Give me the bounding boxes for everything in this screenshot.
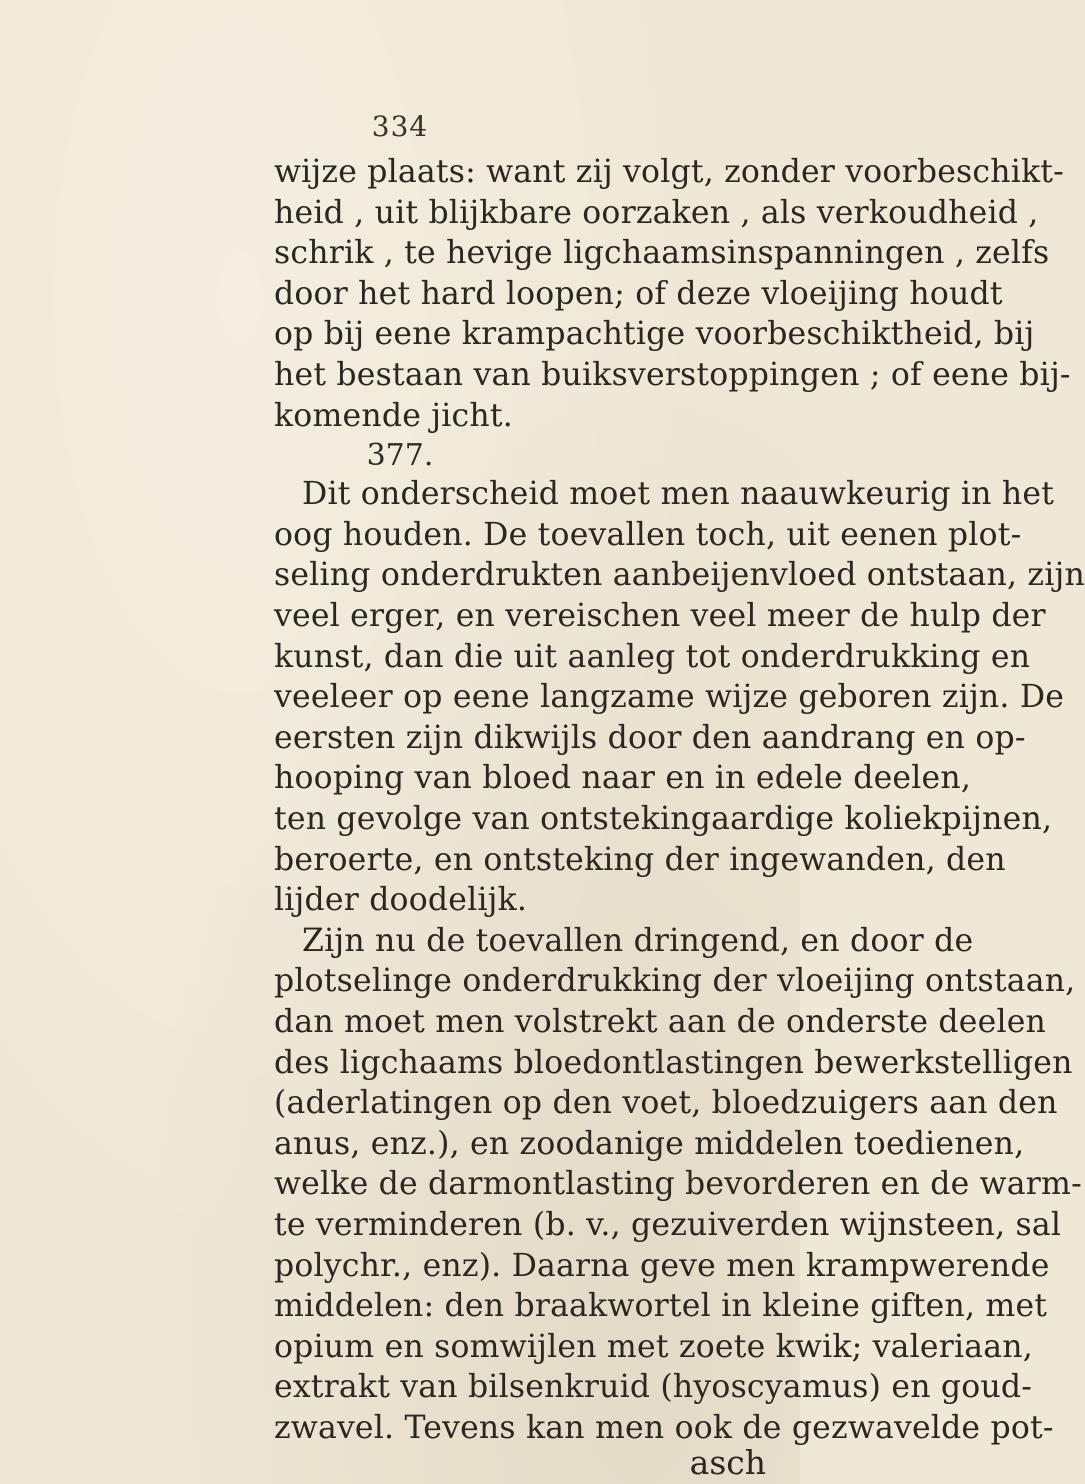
text-line: welke de darmontlasting bevorderen en de warm- <box>274 1166 1082 1203</box>
text-line: veeleer op eene langzame wijze geboren zijn. De <box>274 679 1065 716</box>
text-line: middelen: den braakwortel in kleine giften, met <box>274 1288 1048 1325</box>
text-line: lijder doodelijk. <box>274 882 528 919</box>
text-line: het bestaan van buiksverstoppingen ; of eene bij- <box>274 357 1071 393</box>
text-line: des ligchaams bloedontlastingen bewerkstelligen <box>274 1044 1073 1081</box>
text-line: plotselinge onderdrukking der vloeijing ontstaan, <box>274 963 1076 1000</box>
text-line: beroerte, en ontsteking der ingewanden, den <box>274 841 1006 878</box>
text-line: ten gevolge van ontstekingaardige koliekpijnen, <box>274 801 1053 837</box>
catchword: asch <box>689 1442 766 1482</box>
text-line: veel erger, en vereischen veel meer de hulp der <box>274 598 1046 634</box>
text-line: door het hard loopen; of deze vloeijing houdt <box>274 275 1003 312</box>
text-line: opium en somwijlen met zoete kwik; valeriaan, <box>274 1328 1033 1365</box>
text-line: seling onderdrukten aanbeijenvloed ontstaan, zijn <box>274 557 1085 594</box>
text-line: polychr., enz). Daarna geve men krampwerende <box>274 1247 1050 1284</box>
text-line: hooping van bloed naar en in edele deelen, <box>274 760 972 797</box>
text-line: komende jicht. <box>274 397 513 434</box>
page-number: 334 <box>371 110 429 143</box>
text-line: schrik , te hevige ligchaamsinspanningen , zelfs <box>274 235 1050 272</box>
text-line: extrakt van bilsenkruid (hyoscyamus) en goud- <box>274 1369 1033 1406</box>
text-line: op bij eene krampachtige voorbeschiktheid, bij <box>274 316 1035 353</box>
text-line: te verminderen (b. v., gezuiverden wijnsteen, sal <box>274 1207 1062 1243</box>
text-line: kunst, dan die uit aanleg tot onderdrukking en <box>274 638 1031 675</box>
text-line: anus, enz.), en zoodanige middelen toedienen, <box>274 1125 1025 1162</box>
text-line: (aderlatingen op den voet, bloedzuigers aan den <box>274 1085 1058 1122</box>
text-line: zwavel. Tevens kan men ook de gezwavelde pot- <box>274 1410 1054 1446</box>
text-line: wijze plaats: want zij volgt, zonder voorbeschikt- <box>274 154 1065 190</box>
text-line: oog houden. De toevallen toch, uit eenen plot- <box>274 516 1022 553</box>
text-line: Zijn nu de toevallen dringend, en door de <box>302 922 974 959</box>
text-line: dan moet men volstrekt aan de onderste deelen <box>274 1004 1047 1040</box>
text-line: eersten zijn dikwijls door den aandrang en op- <box>274 719 1026 756</box>
section-number: 377. <box>366 438 434 474</box>
text-line: heid , uit blijkbare oorzaken , als verkoudheid , <box>274 194 1039 231</box>
text-line: Dit onderscheid moet men naauwkeurig in het <box>302 476 1055 513</box>
